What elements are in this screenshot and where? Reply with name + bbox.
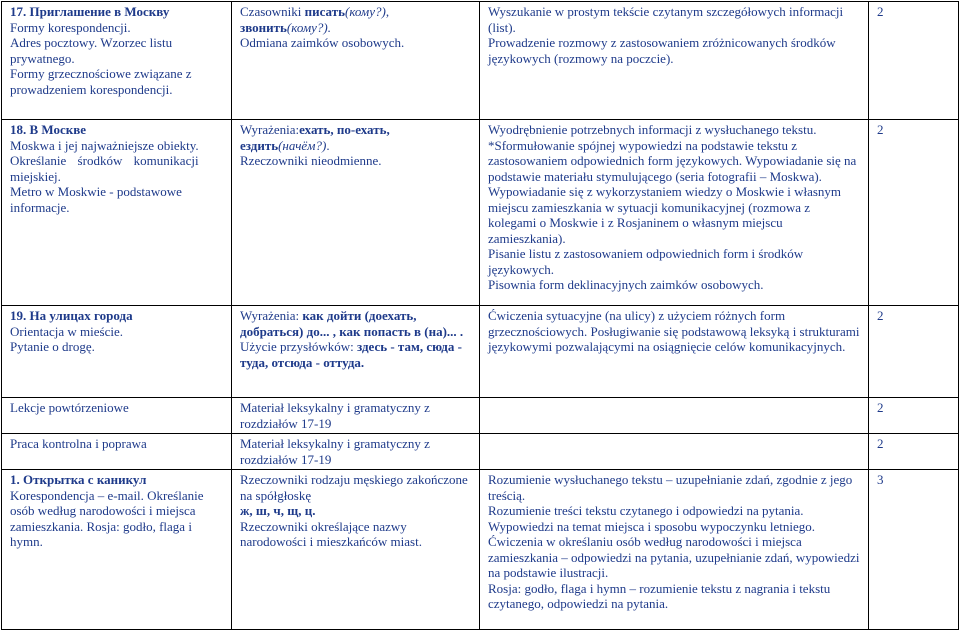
skills-line: Rozumienie treści tekstu czytanego i odpowiedzi na pytania. (488, 503, 804, 518)
table-row (2, 306, 959, 398)
topic-cell (2, 470, 232, 630)
topic-title: 1. Открытка с каникул (10, 472, 147, 487)
skills-line: Wyszukanie w prostym tekście czytanym szczegółowych informacji (list). (488, 4, 844, 35)
topic-line: Metro w Moskwie - podstawowe informacje. (10, 184, 182, 215)
hours-cell: 2 (869, 120, 959, 306)
grammar-bold: ехать, по-ехать, ездить (240, 122, 390, 153)
topic-cell (2, 2, 232, 120)
topic-line: Moskwa i jej najważniejsze obiekty. (10, 137, 199, 153)
table-row (2, 2, 959, 120)
topic-cell: Lekcje powtórzeniowe (2, 398, 232, 434)
grammar-cell (232, 306, 480, 398)
grammar-italic: (кому?). (286, 19, 331, 35)
grammar-bold: здесь - там, сюда - туда, отсюда - оттуда. (240, 339, 462, 370)
grammar-text: Wyrażenia: (240, 122, 300, 137)
grammar-text: Rzeczowniki rodzaju męskiego zakończone na spółgłoskę (240, 472, 468, 503)
skills-line: Ćwiczenia sytuacyjne (na ulicy) z użyciem różnych form grzecznościowych. Posługiwanie się podstawową leksyką i strukturami językowymi pozwalającymi na osiągnięcie celów komunikacyjnych. (488, 308, 860, 354)
skills-cell (480, 2, 869, 120)
grammar-text: . (326, 137, 330, 153)
grammar-bold: писать (304, 4, 345, 19)
grammar-text: Użycie przysłówków: (240, 339, 357, 354)
skills-line: Wypowiadanie się z wykorzystaniem wiedzy o Moskwie i własnym miejscu zamieszkania w sytuacji komunikacyjnej (rozmowa z kolegami o Moskwie i z Rosjaninem o własnym miejscu zamieszkania). (488, 184, 842, 246)
skills-cell (480, 398, 869, 434)
topic-title: 18. В Москве (10, 122, 87, 137)
skills-line: Rosja: godło, flaga i hymn – rozumienie tekstu z nagrania i tekstu czytanego, odpowiedzi na pytania. (488, 580, 831, 611)
skills-line: *Sformułowanie spójnej wypowiedzi na podstawie tekstu z zastosowaniem odpowiednich form językowych. Wypowiadanie się na podstawie materiału stymulującego (seria fotografii – Moskwa). (488, 137, 857, 184)
grammar-cell (232, 120, 480, 306)
grammar-bold: как дойти (доехать, добраться) до... , как попасть в (на)... . (240, 308, 464, 339)
table-row (2, 120, 959, 306)
skills-line: Pisownia form deklinacyjnych zaimków osobowych. (488, 277, 764, 292)
grammar-bold: звонить (240, 19, 287, 35)
skills-cell (480, 120, 869, 306)
hours-cell: 2 (869, 2, 959, 120)
topic-cell (2, 306, 232, 398)
grammar-cell (232, 470, 480, 630)
grammar-text: , (385, 4, 390, 19)
hours-cell: 2 (869, 398, 959, 434)
grammar-text: Czasowniki (240, 4, 305, 19)
grammar-text: Wyrażenia: (240, 308, 303, 323)
skills-cell (480, 306, 869, 398)
table-row (2, 434, 959, 470)
topic-line: Orientacja w mieście. (10, 323, 123, 339)
skills-line: Pisanie listu z zastosowaniem odpowiednich form i środków językowych. (488, 246, 804, 277)
topic-line: Adres pocztowy. Wzorzec listu prywatnego. (10, 35, 173, 66)
skills-line: Rozumienie wysłuchanego tekstu – uzupełnianie zdań, zgodnie z jego treścią. (488, 472, 853, 503)
table-row (2, 398, 959, 434)
grammar-italic: (начём?) (278, 137, 327, 153)
topic-title: 19. На улицах города (10, 308, 133, 323)
topic-title: 17. Приглашение в Москву (10, 4, 170, 19)
table-row (2, 470, 959, 630)
hours-cell: 2 (869, 434, 959, 470)
topic-line: Formy grzecznościowe związane z prowadzeniem korespondencji. (10, 66, 192, 97)
skills-cell (480, 470, 869, 630)
skills-line: Prowadzenie rozmowy z zastosowaniem zróżnicowanych środków językowych (rozmowy na poczcie). (488, 35, 836, 66)
topic-line: Pytanie o drogę. (10, 339, 95, 354)
topic-line: Określanie środków komunikacji miejskiej. (10, 153, 199, 184)
curriculum-table (1, 1, 959, 630)
grammar-cell (232, 2, 480, 120)
topic-line: Korespondencja – e-mail. Określanie osób według narodowości i miejsca zamieszkania. Rosja: godło, flaga i hymn. (10, 487, 204, 549)
grammar-bold: ж, ш, ч, щ, ц. (240, 503, 316, 518)
skills-cell (480, 434, 869, 470)
skills-line: Wyodrębnienie potrzebnych informacji z wysłuchanego tekstu. (488, 122, 817, 137)
hours-cell: 2 (869, 306, 959, 398)
topic-cell: Praca kontrolna i poprawa (2, 434, 232, 470)
grammar-line (240, 339, 471, 370)
grammar-cell: Materiał leksykalny i gramatyczny z rozdziałów 17-19 (232, 434, 480, 470)
skills-line: Wypowiedzi na temat miejsca i sposobu wypoczynku letniego. (488, 518, 816, 534)
grammar-italic: (кому?) (344, 4, 386, 19)
grammar-line: Odmiana zaimków osobowych. (240, 35, 405, 50)
topic-line: Formy korespondencji. (10, 19, 131, 35)
topic-cell (2, 120, 232, 306)
grammar-line: Rzeczowniki określające nazwy narodowości i mieszkańców miast. (240, 518, 422, 549)
skills-line: Ćwiczenia w określaniu osób według narodowości i miejsca zamieszkania – odpowiedzi na pytania, uzupełnianie zdań, wypowiedzi na podstawie ilustracji. (488, 534, 860, 580)
grammar-line: Rzeczowniki nieodmienne. (240, 153, 382, 168)
grammar-cell: Materiał leksykalny i gramatyczny z rozdziałów 17-19 (232, 398, 480, 434)
hours-cell: 3 (869, 470, 959, 630)
